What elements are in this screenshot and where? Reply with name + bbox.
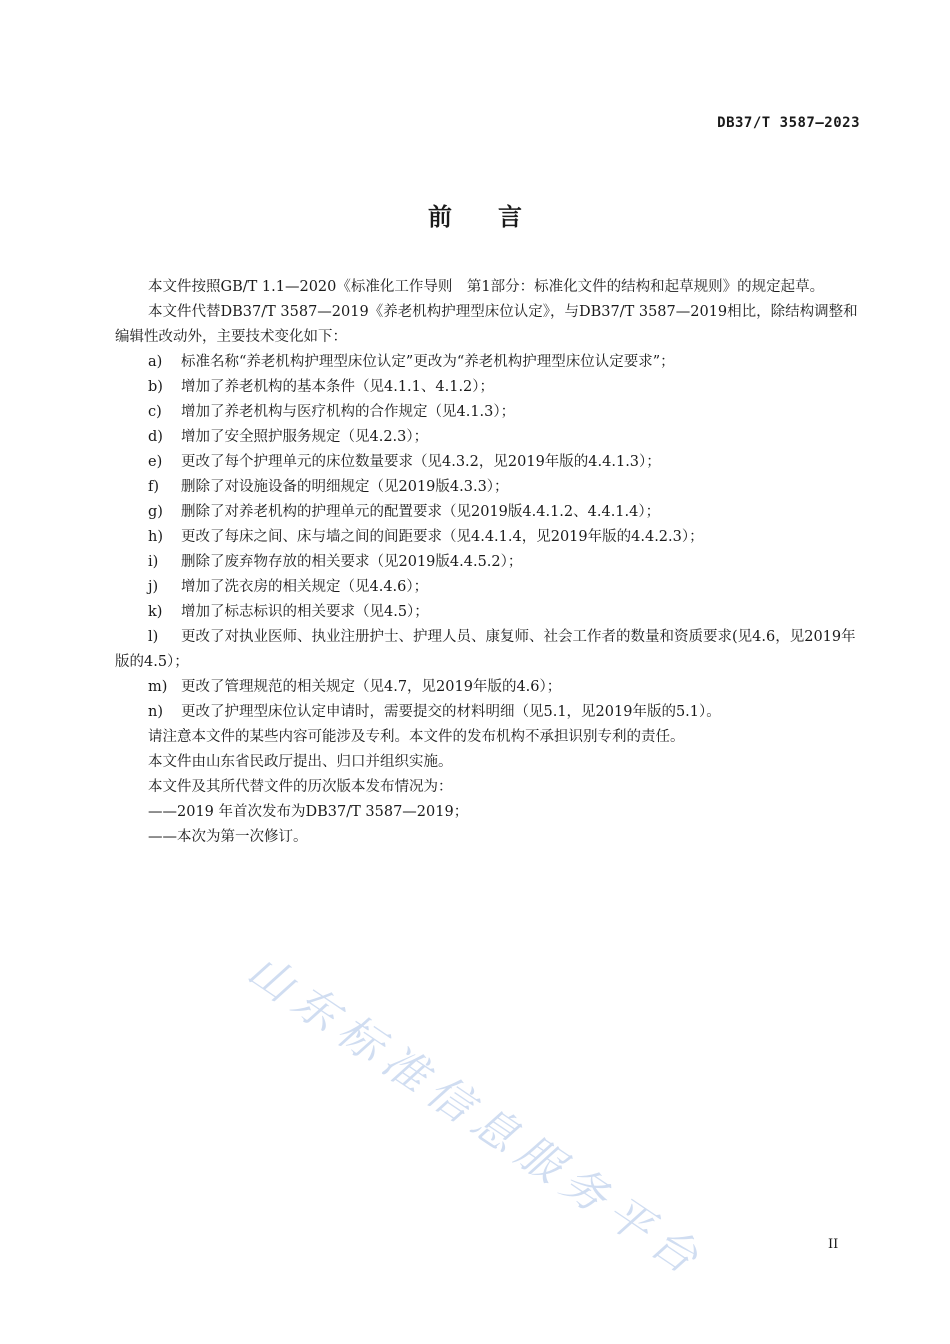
list-item-text: 更改了管理规范的相关规定（见4.7，见2019年版的4.6）； [181,679,562,695]
paragraph-history-intro: 本文件及其所代替文件的历次版本发布情况为： [148,779,453,795]
paragraph-replacement: 本文件代替DB37/T 3587—2019《养老机构护理型床位认定》，与DB37/T 3587—2019相比，除结构调整和编辑性改动外，主要技术变化如下： [115,304,858,345]
list-item-label: d) [148,429,163,445]
list-item-text: 更改了护理型床位认定申请时，需要提交的材料明细（见5.1，见2019年版的5.1）。 [181,704,721,720]
list-item-text: 删除了对养老机构的护理单元的配置要求（见2019版4.4.1.2、4.4.1.4）； [181,504,661,520]
list-item-label: n) [148,704,163,720]
paragraph-history-first: ——2019 年首次发布为DB37/T 3587—2019； [148,804,469,820]
list-item [115,600,861,625]
list-item-label: k) [148,604,163,620]
list-item [115,575,861,600]
document-body [115,275,861,850]
page-title: 前言 [428,202,568,231]
list-item [115,475,861,500]
paragraph-proposer: 本文件由山东省民政厅提出、归口并组织实施。 [148,754,453,770]
list-item-text: 增加了洗衣房的相关规定（见4.4.6）； [181,579,429,595]
list-item-text: 更改了每个护理单元的床位数量要求（见4.3.2，见2019年版的4.4.1.3）； [181,454,661,470]
list-item-text: 删除了对设施设备的明细规定（见2019版4.3.3）； [181,479,509,495]
list-item-label: g) [148,504,163,520]
list-item [115,700,861,725]
list-item [115,625,861,675]
paragraph-drafting-basis: 本文件按照GB/T 1.1—2020《标准化工作导则 第1部分：标准化文件的结构和起草规则》的规定起草。 [148,279,825,295]
list-item [115,375,861,400]
list-item [115,450,861,475]
list-item-label: m) [148,679,168,695]
list-item-text: 增加了养老机构与医疗机构的合作规定（见4.1.3）； [181,404,516,420]
list-item [115,550,861,575]
list-item [115,675,861,700]
list-item-label: l) [148,629,159,645]
list-item-label: j) [148,579,159,595]
list-item-text: 增加了安全照护服务规定（见4.2.3）； [181,429,429,445]
list-item-text: 增加了标志标识的相关要求（见4.5）； [181,604,429,620]
paragraph-history-revision: ——本次为第一次修订。 [148,829,308,845]
list-item-text: 更改了对执业医师、执业注册护士、护理人员、康复师、社会工作者的数量和资质要求(见4.6，见2019年版的4.5）； [115,629,856,670]
list-item [115,350,861,375]
list-item-text: 增加了养老机构的基本条件（见4.1.1、4.1.2）； [181,379,495,395]
page-number: II [828,1237,839,1252]
list-item [115,425,861,450]
list-item [115,500,861,525]
list-item-label: f) [148,479,160,495]
list-item-label: a) [148,354,163,370]
list-item-label: c) [148,404,162,420]
list-item-text: 删除了废弃物存放的相关要求（见2019版4.4.5.2）； [181,554,523,570]
list-item [115,525,861,550]
list-item-label: i) [148,554,159,570]
list-item [115,400,861,425]
list-item-label: e) [148,454,163,470]
paragraph-patent-notice: 请注意本文件的某些内容可能涉及专利。本文件的发布机构不承担识别专利的责任。 [148,729,685,745]
list-item-label: b) [148,379,163,395]
document-code: DB37/T 3587—2023 [717,115,860,131]
list-item-text: 标准名称“养老机构护理型床位认定”更改为“养老机构护理型床位认定要求”； [181,354,675,370]
list-item-text: 更改了每床之间、床与墙之间的间距要求（见4.4.1.4，见2019年版的4.4.2.3）； [181,529,704,545]
watermark: 山东标准信息服务平台 [238,944,715,1289]
list-item-label: h) [148,529,163,545]
